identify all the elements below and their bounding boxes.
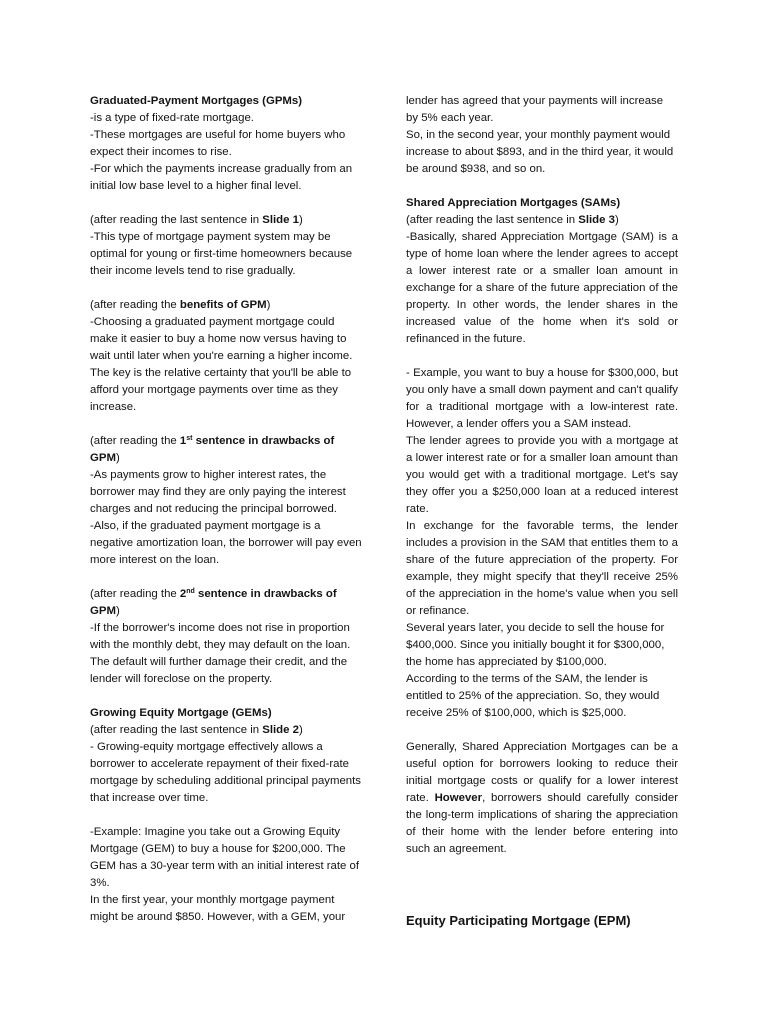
sam-generally: Generally, Shared Appreciation Mortgages can be a useful option for borrowers looking to reduce their initial mortgage costs or qualify for a lower interest rate. However, borrowers should carefully consider the long-term implications of sharing the appreciation of their home with the lender before entering into such an agreement. — [406, 741, 678, 855]
gem-example: -Example: Imagine you take out a Growing Equity Mortgage (GEM) to buy a house for $200,000. The GEM has a 30-year term with an initial interest rate of 3%. — [90, 826, 360, 889]
right-column — [406, 93, 678, 858]
drawback1-note: (after reading the 1st sentence in drawbacks of GPM) — [90, 435, 335, 464]
sam-body: -Basically, shared Appreciation Mortgage (SAM) is a type of home loan where the lender agrees to accept a lower interest rate or a smaller loan amount in exchange for a share of the future appreciation of the property. In other words, the lender shares in the increased value of the home when it's sold or refinanced in the future. — [406, 231, 678, 345]
gem-second-year: So, in the second year, your monthly payment would increase to about $893, and in the third year, it would be around $938, and so on. — [406, 129, 674, 175]
gpm-line-1: -is a type of fixed-rate mortgage. — [90, 112, 254, 124]
sam-example: - Example, you want to buy a house for $300,000, but you only have a small down payment and can't qualify for a traditional mortgage with a low-interest rate. However, a lender offers you a SAM instead. — [406, 367, 678, 430]
drawback1-line-2: -Also, if the graduated payment mortgage is a negative amortization loan, the borrower will pay even more interest on the loan. — [90, 520, 362, 566]
gem-continuation: lender has agreed that your payments will increase by 5% each year. — [406, 95, 664, 124]
drawback2-body: -If the borrower's income does not rise in proportion with the monthly debt, they may default on the loan. The default will further damage their credit, and the lender will foreclose on the property. — [90, 622, 351, 685]
gem-body: - Growing-equity mortgage effectively allows a borrower to accelerate repayment of their fixed-rate mortgage by scheduling additional principal payments that increase over time. — [90, 741, 362, 804]
sam-terms: According to the terms of the SAM, the lender is entitled to 25% of the appreciation. So, they would receive 25% of $100,000, which is $25,000. — [406, 673, 660, 719]
drawback1-line-1: -As payments grow to higher interest rates, the borrower may find they are only paying the interest charges and not reducing the principal borrowed. — [90, 469, 346, 515]
sam-several-years: Several years later, you decide to sell the house for $400,000. Since you initially bought it for $300,000, the home has appreciated by $100,000. — [406, 622, 665, 668]
gem-heading: Growing Equity Mortgage (GEMs) — [90, 707, 272, 719]
gpm-line-3: -For which the payments increase gradually from an initial low base level to a higher final level. — [90, 163, 353, 192]
gpm-line-2: -These mortgages are useful for home buyers who expect their incomes to rise. — [90, 129, 346, 158]
left-column — [90, 93, 362, 926]
epm-heading: Equity Participating Mortgage (EPM) — [406, 913, 631, 928]
slide2-note: (after reading the last sentence in Slide 2) — [90, 724, 303, 736]
slide3-note: (after reading the last sentence in Slide 3) — [406, 214, 619, 226]
benefits-body: -Choosing a graduated payment mortgage could make it easier to buy a home now versus having to wait until later when you're earning a higher income. The key is the relative certainty that you'll be able to afford your mortgage payments over time as they increase. — [90, 316, 353, 413]
gpm-heading: Graduated-Payment Mortgages (GPMs) — [90, 95, 303, 107]
sam-lender: The lender agrees to provide you with a mortgage at a lower interest rate or for a smaller loan amount than you would get with a traditional mortgage. Let's say they offer you a $250,000 loan at a reduced interest rate. — [406, 435, 678, 515]
drawback2-note: (after reading the 2nd sentence in drawbacks of GPM) — [90, 588, 337, 617]
slide1-note: (after reading the last sentence in Slide 1) — [90, 214, 303, 226]
benefits-note: (after reading the benefits of GPM) — [90, 299, 271, 311]
sam-heading: Shared Appreciation Mortgages (SAMs) — [406, 197, 621, 209]
sam-exchange: In exchange for the favorable terms, the lender includes a provision in the SAM that entitles them to a share of the future appreciation of the property. For example, they might specify that they'll receive 25% of the appreciation in the home's value when you sell or refinance. — [406, 520, 678, 617]
gem-first-year: In the first year, your monthly mortgage payment might be around $850. However, with a GEM, your — [90, 894, 346, 923]
slide1-body: -This type of mortgage payment system may be optimal for young or first-time homeowners because their income levels tend to rise gradually. — [90, 231, 353, 277]
